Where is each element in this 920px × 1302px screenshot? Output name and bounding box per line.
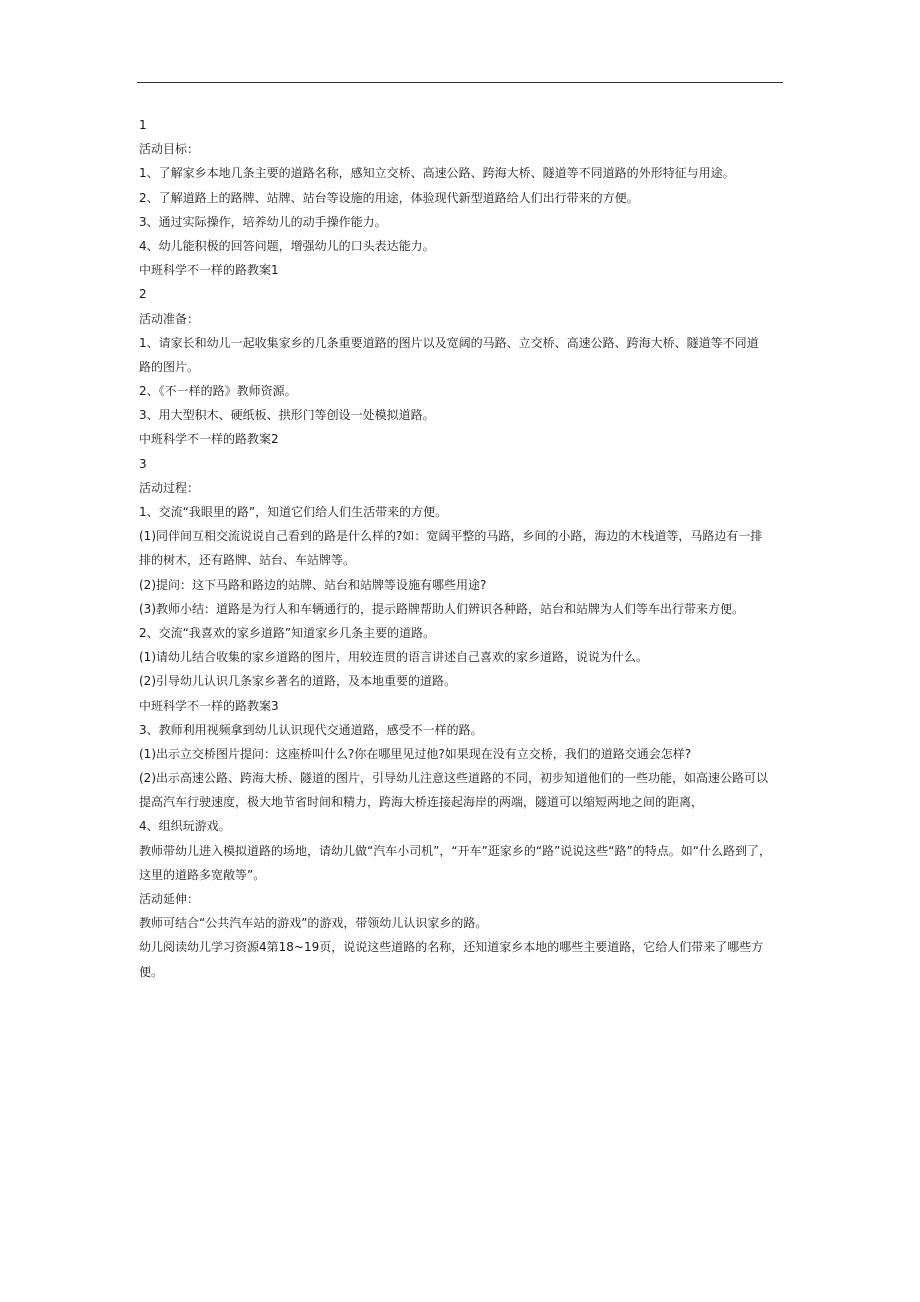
goal-item: 3、通过实际操作，培养幼儿的动手操作能力。 bbox=[139, 214, 387, 229]
heading-activity-preparation: 活动准备： bbox=[139, 311, 200, 326]
preparation-item: 1、请家长和幼儿一起收集家乡的几条重要道路的图片以及宽阔的马路、立交桥、高速公路、跨海大桥、隧道等不同道 bbox=[139, 335, 759, 350]
process-paragraph-continued: 这里的道路多宽敞等”。 bbox=[139, 867, 266, 882]
preparation-item: 3、用大型积木、硬纸板、拱形门等创设一处模拟道路。 bbox=[139, 408, 435, 423]
preparation-item-continued: 路的图片。 bbox=[139, 359, 200, 374]
lesson-plan-title: 中班科学不一样的路教案1 bbox=[139, 263, 279, 278]
process-step: 2、交流“我喜欢的家乡道路”知道家乡几条主要的道路。 bbox=[139, 625, 436, 640]
process-substep-continued: 排的树木，还有路牌、站台、车站牌等。 bbox=[139, 553, 356, 568]
process-step: 3、教师利用视频拿到幼儿认识现代交通道路，感受不一样的路。 bbox=[139, 722, 483, 737]
section-number: 2 bbox=[139, 287, 147, 302]
lesson-plan-title: 中班科学不一样的路教案3 bbox=[139, 698, 279, 713]
heading-activity-process: 活动过程： bbox=[139, 480, 200, 495]
extension-paragraph: 教师可结合“公共汽车站的游戏”的游戏，带领幼儿认识家乡的路。 bbox=[139, 916, 488, 931]
section-number: 3 bbox=[139, 456, 147, 471]
preparation-item: 2、《不一样的路》教师资源。 bbox=[139, 384, 297, 399]
goal-item: 4、幼儿能积极的回答问题，增强幼儿的口头表达能力。 bbox=[139, 238, 435, 253]
document-body bbox=[139, 113, 783, 984]
heading-activity-extension: 活动延伸： bbox=[139, 892, 200, 906]
header-rule bbox=[137, 82, 783, 83]
process-substep: (2)引导幼儿认识几条家乡著名的道路，及本地重要的道路。 bbox=[139, 674, 457, 689]
process-paragraph: 教师带幼儿进入模拟道路的场地，请幼儿做“汽车小司机”，“开车”逛家乡的“路”说说这些“路”的特点。如“什么路到了， bbox=[139, 843, 771, 858]
process-substep: (1)出示立交桥图片提问：这座桥叫什么?你在哪里见过他?如果现在没有立交桥，我们的道路交通会怎样? bbox=[139, 746, 692, 761]
section-number: 1 bbox=[139, 118, 147, 132]
process-substep: (2)出示高速公路、跨海大桥、隧道的图片，引导幼儿注意这些道路的不同，初步知道他们的一些功能，如高速公路可以 bbox=[139, 771, 769, 786]
process-substep: (3)教师小结：道路是为行人和车辆通行的，提示路牌帮助人们辨识各种路，站台和站牌为人们等车出行带来方便。 bbox=[139, 601, 745, 616]
process-substep: (2)提问：这下马路和路边的站牌、站台和站牌等设施有哪些用途? bbox=[139, 577, 487, 592]
extension-paragraph: 幼儿阅读幼儿学习资源4第18~19页，说说这些道路的名称，还知道家乡本地的哪些主要道路，它给人们带来了哪些方 bbox=[139, 940, 764, 955]
process-substep-continued: 提高汽车行驶速度，极大地节省时间和精力，跨海大桥连接起海岸的两端，隧道可以缩短两地之间的距离， bbox=[139, 795, 704, 810]
heading-activity-goals: 活动目标： bbox=[139, 142, 200, 157]
lesson-plan-title: 中班科学不一样的路教案2 bbox=[139, 432, 279, 447]
process-substep: (1)请幼儿结合收集的家乡道路的图片，用较连贯的语言讲述自己喜欢的家乡道路，说说为什么。 bbox=[139, 650, 649, 665]
process-step: 4、组织玩游戏。 bbox=[139, 819, 231, 834]
process-substep: (1)同伴间互相交流说说自己看到的路是什么样的?如：宽阔平整的马路，乡间的小路，海边的木栈道等，马路边有一排 bbox=[139, 529, 763, 544]
extension-paragraph-continued: 便。 bbox=[139, 964, 164, 979]
process-step: 1、交流“我眼里的路”，知道它们给人们生活带来的方便。 bbox=[139, 505, 448, 519]
goal-item: 2、了解道路上的路牌、站牌、站台等设施的用途，体验现代新型道路给人们出行带来的方便。 bbox=[139, 190, 639, 205]
goal-item: 1、了解家乡本地几条主要的道路名称，感知立交桥、高速公路、跨海大桥、隧道等不同道路的外形特征与用途。 bbox=[139, 166, 735, 181]
